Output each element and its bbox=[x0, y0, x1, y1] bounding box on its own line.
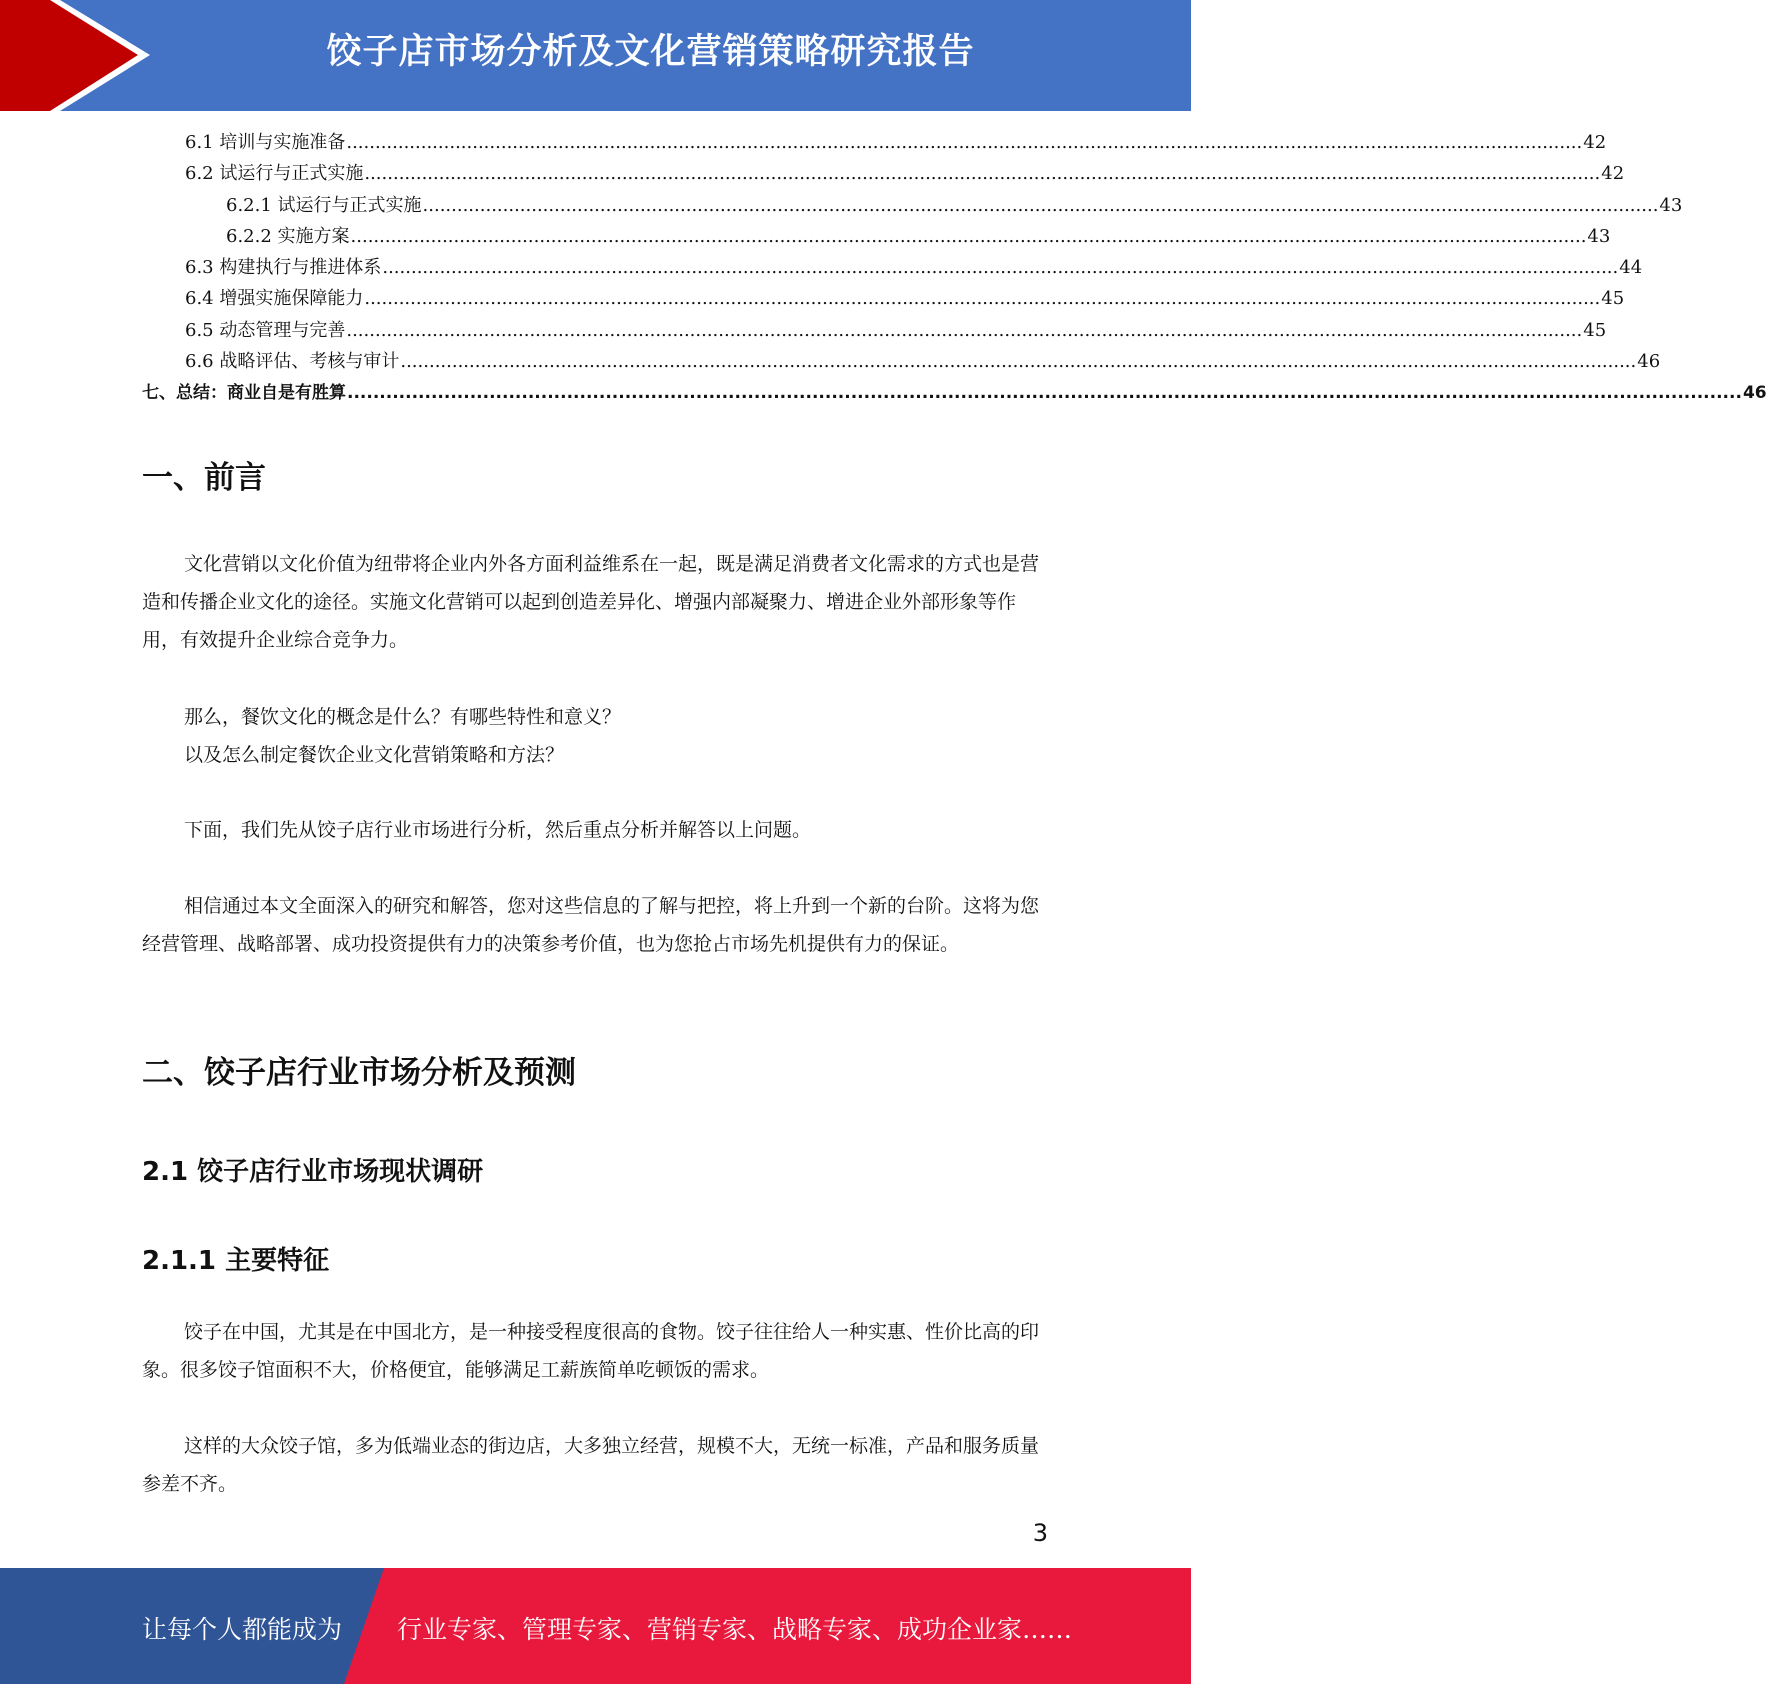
toc-entry[interactable] bbox=[142, 284, 1625, 315]
subsection-heading: 2.1 饺子店行业市场现状调研 bbox=[142, 1157, 484, 1187]
toc-entry-label: 6.1 培训与实施准备 bbox=[185, 132, 346, 153]
toc-dot-leader: ........................................................................................................................................................................................................................ bbox=[350, 225, 1587, 247]
toc-dot-leader: ........................................................................................................................................................................................................................ bbox=[364, 288, 1601, 310]
table-of-contents bbox=[142, 128, 1767, 410]
toc-entry[interactable] bbox=[142, 222, 1611, 253]
toc-entry-page: 42 bbox=[1601, 163, 1625, 185]
toc-entry[interactable] bbox=[142, 316, 1607, 347]
toc-entry-label: 6.2.1 试运行与正式实施 bbox=[226, 194, 422, 216]
footer-slogan-right: 行业专家、管理专家、营销专家、战略专家、成功企业家…… bbox=[397, 1615, 1073, 1644]
toc-entry[interactable] bbox=[142, 347, 1661, 378]
toc-entry[interactable] bbox=[142, 253, 1643, 284]
footer-slogan-left: 让每个人都能成为 bbox=[142, 1615, 343, 1644]
toc-entry-page: 45 bbox=[1601, 288, 1625, 310]
section-heading-preface: 一、前言 bbox=[142, 460, 266, 496]
body-paragraph: 下面，我们先从饺子店行业市场进行分析，然后重点分析并解答以上问题。 bbox=[184, 819, 812, 841]
toc-dot-leader: ........................................................................................................................................................................................................................ bbox=[346, 319, 1583, 341]
body-paragraph: 相信通过本文全面深入的研究和解答，您对这些信息的了解与把控，将上升到一个新的台阶。这将为您经营管理、战略部署、成功投资提供有力的决策参考价值，也为您抢占市场先机提供有力的保证。 bbox=[142, 895, 1040, 955]
toc-entry-page: 45 bbox=[1583, 319, 1607, 341]
toc-entry[interactable] bbox=[142, 191, 1683, 222]
toc-entry-page: 46 bbox=[1637, 351, 1661, 373]
toc-entry-label: 6.5 动态管理与完善 bbox=[185, 319, 346, 341]
toc-entry[interactable] bbox=[142, 159, 1625, 190]
document-title: 饺子店市场分析及文化营销策略研究报告 bbox=[326, 32, 975, 72]
toc-dot-leader: ........................................................................................................................................................................................................................ bbox=[422, 194, 1659, 216]
toc-dot-leader: ........................................................................................................................................................................................................................ bbox=[364, 163, 1601, 185]
body-question-line: 那么，餐饮文化的概念是什么？有哪些特性和意义？ bbox=[184, 706, 622, 728]
page-header bbox=[0, 0, 1191, 111]
toc-entry-page: 43 bbox=[1587, 225, 1611, 247]
toc-entry-page: 42 bbox=[1583, 132, 1607, 153]
toc-entry-label: 6.4 增强实施保障能力 bbox=[185, 288, 364, 310]
page-number: 3 bbox=[1032, 1519, 1048, 1547]
toc-entry-page: 43 bbox=[1659, 194, 1683, 216]
subsection-heading: 2.1.1 主要特征 bbox=[142, 1246, 330, 1276]
toc-entry-label: 七、总结：商业自是有胜算 bbox=[142, 383, 346, 404]
toc-entry-label: 6.2 试运行与正式实施 bbox=[185, 163, 364, 185]
body-paragraph: 饺子在中国，尤其是在中国北方，是一种接受程度很高的食物。饺子往往给人一种实惠、性价比高的印象。很多饺子馆面积不大，价格便宜，能够满足工薪族简单吃顿饭的需求。 bbox=[142, 1321, 1040, 1381]
toc-entry[interactable] bbox=[142, 378, 1767, 409]
toc-dot-leader: ........................................................................................................................................................................................................................ bbox=[382, 257, 1619, 279]
toc-entry-label: 6.2.2 实施方案 bbox=[226, 225, 350, 247]
toc-dot-leader: ........................................................................................................................................................................................................................ bbox=[347, 383, 1742, 404]
body-paragraph: 这样的大众饺子馆，多为低端业态的街边店，大多独立经营，规模不大，无统一标准，产品和服务质量参差不齐。 bbox=[142, 1435, 1040, 1495]
toc-entry-label: 6.6 战略评估、考核与审计 bbox=[185, 351, 400, 373]
toc-dot-leader: ........................................................................................................................................................................................................................ bbox=[400, 351, 1637, 373]
toc-entry-page: 46 bbox=[1742, 383, 1767, 404]
toc-dot-leader: ........................................................................................................................................................................................................................ bbox=[346, 132, 1583, 153]
toc-entry-label: 6.3 构建执行与推进体系 bbox=[185, 257, 382, 279]
body-paragraph: 文化营销以文化价值为纽带将企业内外各方面利益维系在一起，既是满足消费者文化需求的方式也是营造和传播企业文化的途径。实施文化营销可以起到创造差异化、增强内部凝聚力、增进企业外部形象等作用，有效提升企业综合竞争力。 bbox=[142, 553, 1040, 651]
body-question-line: 以及怎么制定餐饮企业文化营销策略和方法？ bbox=[184, 744, 565, 766]
toc-entry-page: 44 bbox=[1619, 257, 1643, 279]
toc-entry[interactable] bbox=[142, 128, 1607, 159]
section-heading-market-analysis: 二、饺子店行业市场分析及预测 bbox=[142, 1055, 576, 1091]
page-footer bbox=[0, 1568, 1191, 1684]
